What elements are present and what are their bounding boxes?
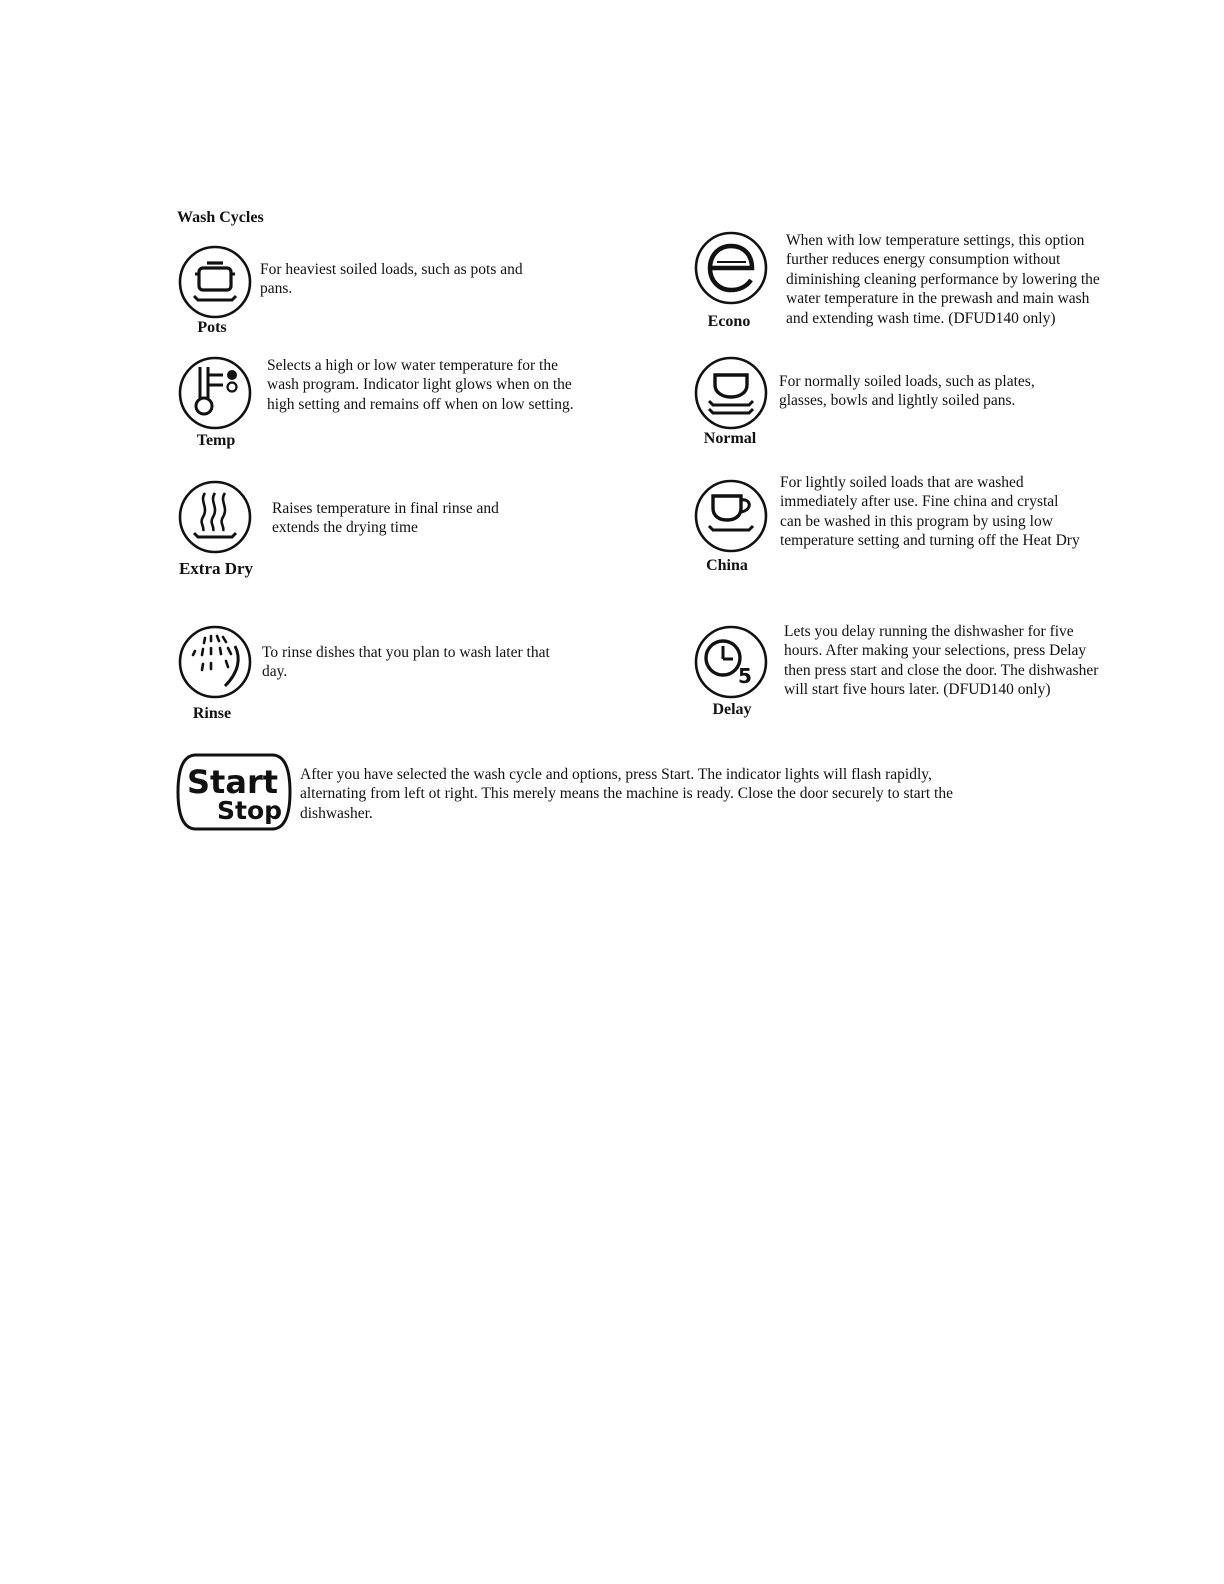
start-label: Start [187,763,279,801]
thermometer-icon [177,355,253,431]
delay-label: Delay [712,701,752,718]
delay-badge: 5 [738,664,752,688]
china-label: China [706,557,748,574]
pot-icon [177,244,253,320]
stop-label: Stop [217,796,283,825]
start-stop-button [176,753,292,831]
delay-description: Lets you delay running the dishwasher for five hours. After making your selections, press Delay then press start and close the door. The dishwasher will start five hours later. (DFUD140 only) [784,623,1099,699]
normal-label: Normal [703,430,757,447]
page-title: Wash Cycles [177,209,264,226]
bowl-stack-icon [693,355,769,431]
steam-icon [177,479,253,555]
econo-label: Econo [707,313,751,330]
econo-description: When with low temperature settings, this option further reduces energy consumption without diminishing cleaning performance by lowering the water temperature in the prewash and main wash and extending wash time. (DFUD140 only) [786,232,1100,327]
start-stop-description: After you have selected the wash cycle and options, press Start. The indicator lights will flash rapidly, alternating from left ot right. This merely means the machine is ready. Close the door securely to start the dishwasher. [300,766,953,822]
econo-e-icon [693,230,769,306]
clock-5-icon [693,624,769,700]
pots-label: Pots [197,319,227,336]
china-description: For lightly soiled loads that are washed immediately after use. Fine china and crystal can be washed in this program by using low temperature setting and turning off the Heat Dry [780,474,1080,550]
temp-description: Selects a high or low water temperature for the wash program. Indicator light glows when on the high setting and remains off when on low setting. [267,357,574,413]
rinse-label: Rinse [192,705,232,722]
extra-dry-description: Raises temperature in final rinse and extends the drying time [272,500,499,537]
cup-icon [693,478,769,554]
pots-description: For heaviest soiled loads, such as pots and pans. [260,261,523,298]
temp-label: Temp [196,432,236,449]
rinse-description: To rinse dishes that you plan to wash later that day. [262,644,550,681]
extra-dry-label: Extra Dry [178,559,254,578]
normal-description: For normally soiled loads, such as plates, glasses, bowls and lightly soiled pans. [779,373,1035,410]
spray-icon [177,624,253,700]
